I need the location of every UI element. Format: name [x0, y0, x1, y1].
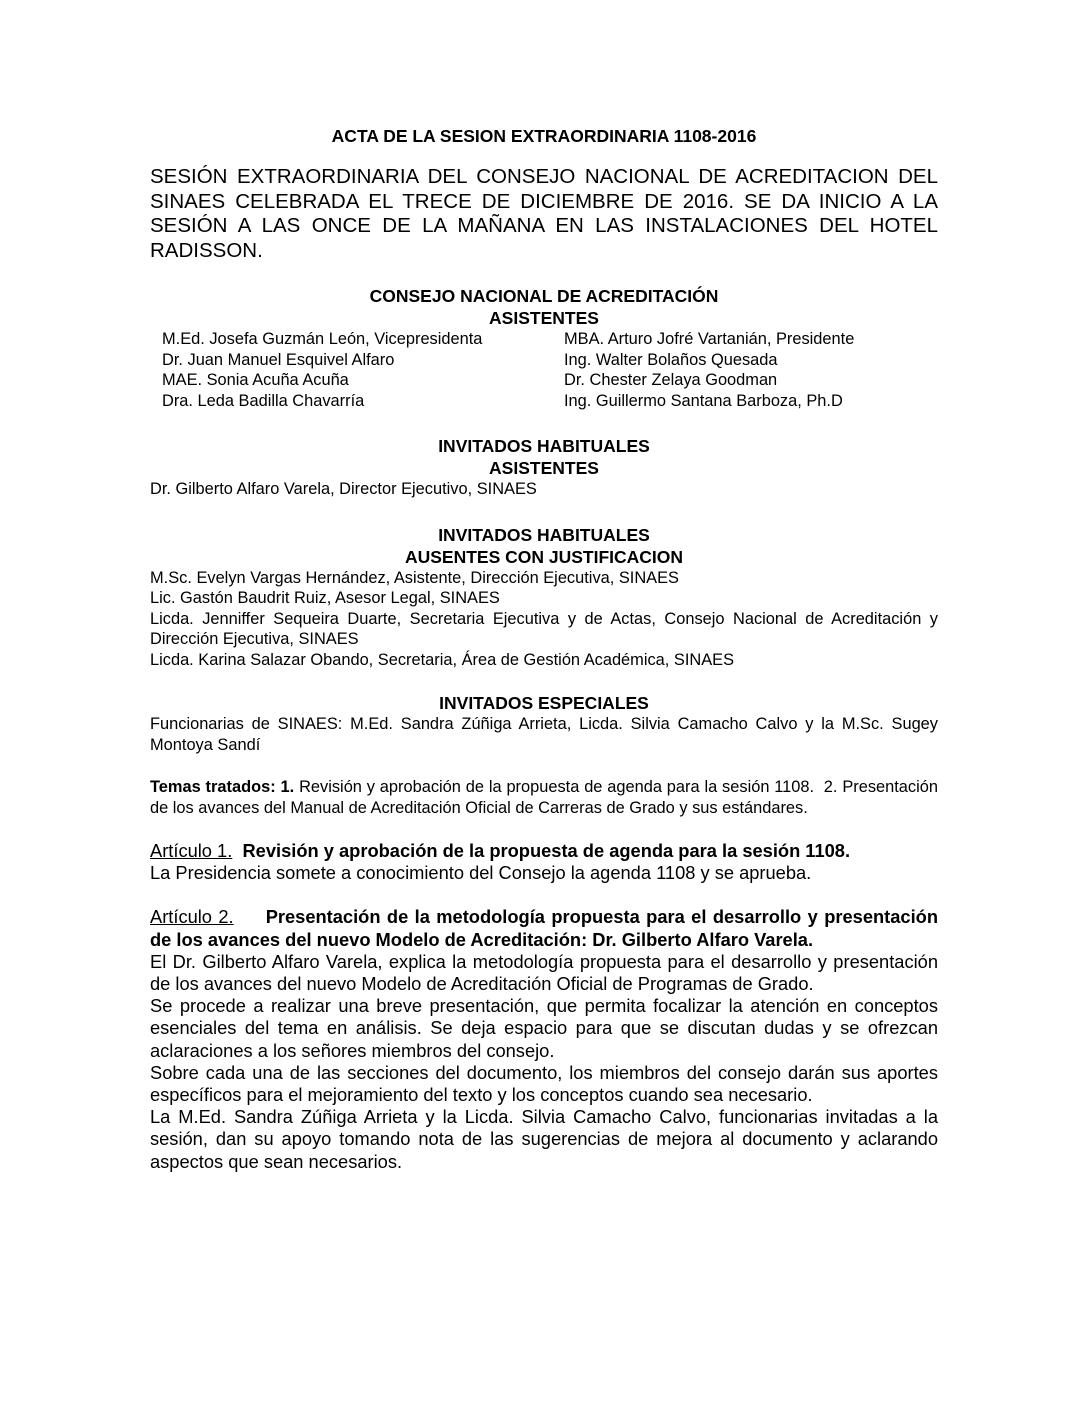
habituales-asistentes-heading: INVITADOS HABITUALES: [438, 436, 650, 456]
attendee: MBA. Arturo Jofré Vartanián, Presidente: [564, 330, 855, 348]
articulo-2-paragraph: Se procede a realizar una breve presentación, que permita focalizar la atención en conceptos esenciales del tema en análisis. Se deja espacio para que se discutan dudas y se ofrezcan aclaraciones a los señores miembros del consejo.: [150, 995, 938, 1061]
temas-label: Temas tratados:: [150, 778, 276, 796]
attendee: Ing. Guillermo Santana Barboza, Ph.D: [564, 391, 843, 410]
absentee: Licda. Karina Salazar Obando, Secretaria, Área de Gestión Académica, SINAES: [150, 650, 735, 669]
attendee: Dr. Gilberto Alfaro Varela, Director Ejecutivo, SINAES: [150, 480, 537, 498]
articulo-1-text: La Presidencia somete a conocimiento del Consejo la agenda 1108 y se aprueba.: [150, 862, 812, 884]
articulo-2-paragraph: La M.Ed. Sandra Zúñiga Arrieta y la Licda. Silvia Camacho Calvo, funcionarias invitadas a la sesión, dan su apoyo tomando nota de las sugerencias de mejora al documento y aclarando aspectos que sean necesarios.: [150, 1106, 938, 1172]
absentee: Lic. Gastón Baudrit Ruiz, Asesor Legal, SINAES: [150, 589, 500, 607]
articulo-2-paragraph: Sobre cada una de las secciones del documento, los miembros del consejo darán sus aportes específicos para el mejoramiento del texto y los conceptos cuando sea necesario.: [150, 1061, 938, 1106]
temas-item-2: Presentación de los avances del Manual de Acreditación Oficial de Carreras de Grado y sus estándares.: [150, 778, 938, 817]
document-page: [150, 126, 938, 1173]
articulo-2-title: [150, 906, 938, 950]
session-intro: SESIÓN EXTRAORDINARIA DEL CONSEJO NACIONAL DE ACREDITACION DEL SINAES CELEBRADA EL TRECE DE DICIEMBRE DE 2016. SE DA INICIO A LA SESIÓN A LAS ONCE DE LA MAÑANA EN LAS INSTALACIONES DEL HOTEL RADISSON.: [150, 165, 938, 262]
absentee: Licda. Jenniffer Sequeira Duarte, Secretaria Ejecutiva y de Actas, Consejo Nacional de Acreditación y Dirección Ejecutiva, SINAES: [150, 609, 938, 648]
document-title: ACTA DE LA SESION EXTRAORDINARIA 1108-2016: [331, 126, 757, 146]
attendee: Ing. Walter Bolaños Quesada: [564, 350, 778, 369]
consejo-attendees: [162, 329, 938, 411]
articulo-2-label: Artículo 2.: [150, 906, 234, 928]
temas-item-1: Revisión y aprobación de la propuesta de agenda para la sesión 1108.: [294, 778, 815, 796]
articulo-1-label: Artículo 1.: [150, 840, 233, 861]
especiales-heading: INVITADOS ESPECIALES: [439, 693, 649, 713]
attendee: M.Ed. Josefa Guzmán León, Vicepresidenta: [162, 330, 483, 348]
articulo-1-title: [150, 840, 938, 862]
attendee: Dra. Leda Badilla Chavarría: [162, 391, 365, 410]
habituales-ausentes-subheading: AUSENTES CON JUSTIFICACION: [404, 546, 684, 567]
attendee: MAE. Sonia Acuña Acuña: [162, 371, 349, 389]
absentee: M.Sc. Evelyn Vargas Hernández, Asistente, Dirección Ejecutiva, SINAES: [150, 568, 679, 587]
temas-number-2: 2.: [823, 778, 838, 796]
attendee: Dr. Chester Zelaya Goodman: [564, 371, 778, 389]
temas-tratados: [150, 777, 938, 818]
temas-number-1: 1.: [280, 778, 295, 796]
articulo-2-heading: Presentación de la metodología propuesta para el desarrollo y presentación de los avances del nuevo Modelo de Acreditación: Dr. Gilberto Alfaro Varela.: [150, 906, 938, 950]
articulo-1-heading: Revisión y aprobación de la propuesta de agenda para la sesión 1108.: [242, 840, 851, 861]
habituales-ausentes-heading: INVITADOS HABITUALES: [438, 524, 650, 545]
consejo-subheading: ASISTENTES: [489, 308, 599, 328]
attendee: Dr. Juan Manuel Esquivel Alfaro: [162, 350, 395, 369]
especiales-text: Funcionarias de SINAES: M.Ed. Sandra Zúñiga Arrieta, Licda. Silvia Camacho Calvo y la M.Sc. Sugey Montoya Sandí: [150, 715, 938, 754]
consejo-heading: CONSEJO NACIONAL DE ACREDITACIÓN: [369, 286, 719, 306]
habituales-asistentes-subheading: ASISTENTES: [489, 458, 599, 478]
articulo-2-paragraph: El Dr. Gilberto Alfaro Varela, explica la metodología propuesta para el desarrollo y presentación de los avances del nuevo Modelo de Acreditación Oficial de Programas de Grado.: [150, 950, 938, 995]
